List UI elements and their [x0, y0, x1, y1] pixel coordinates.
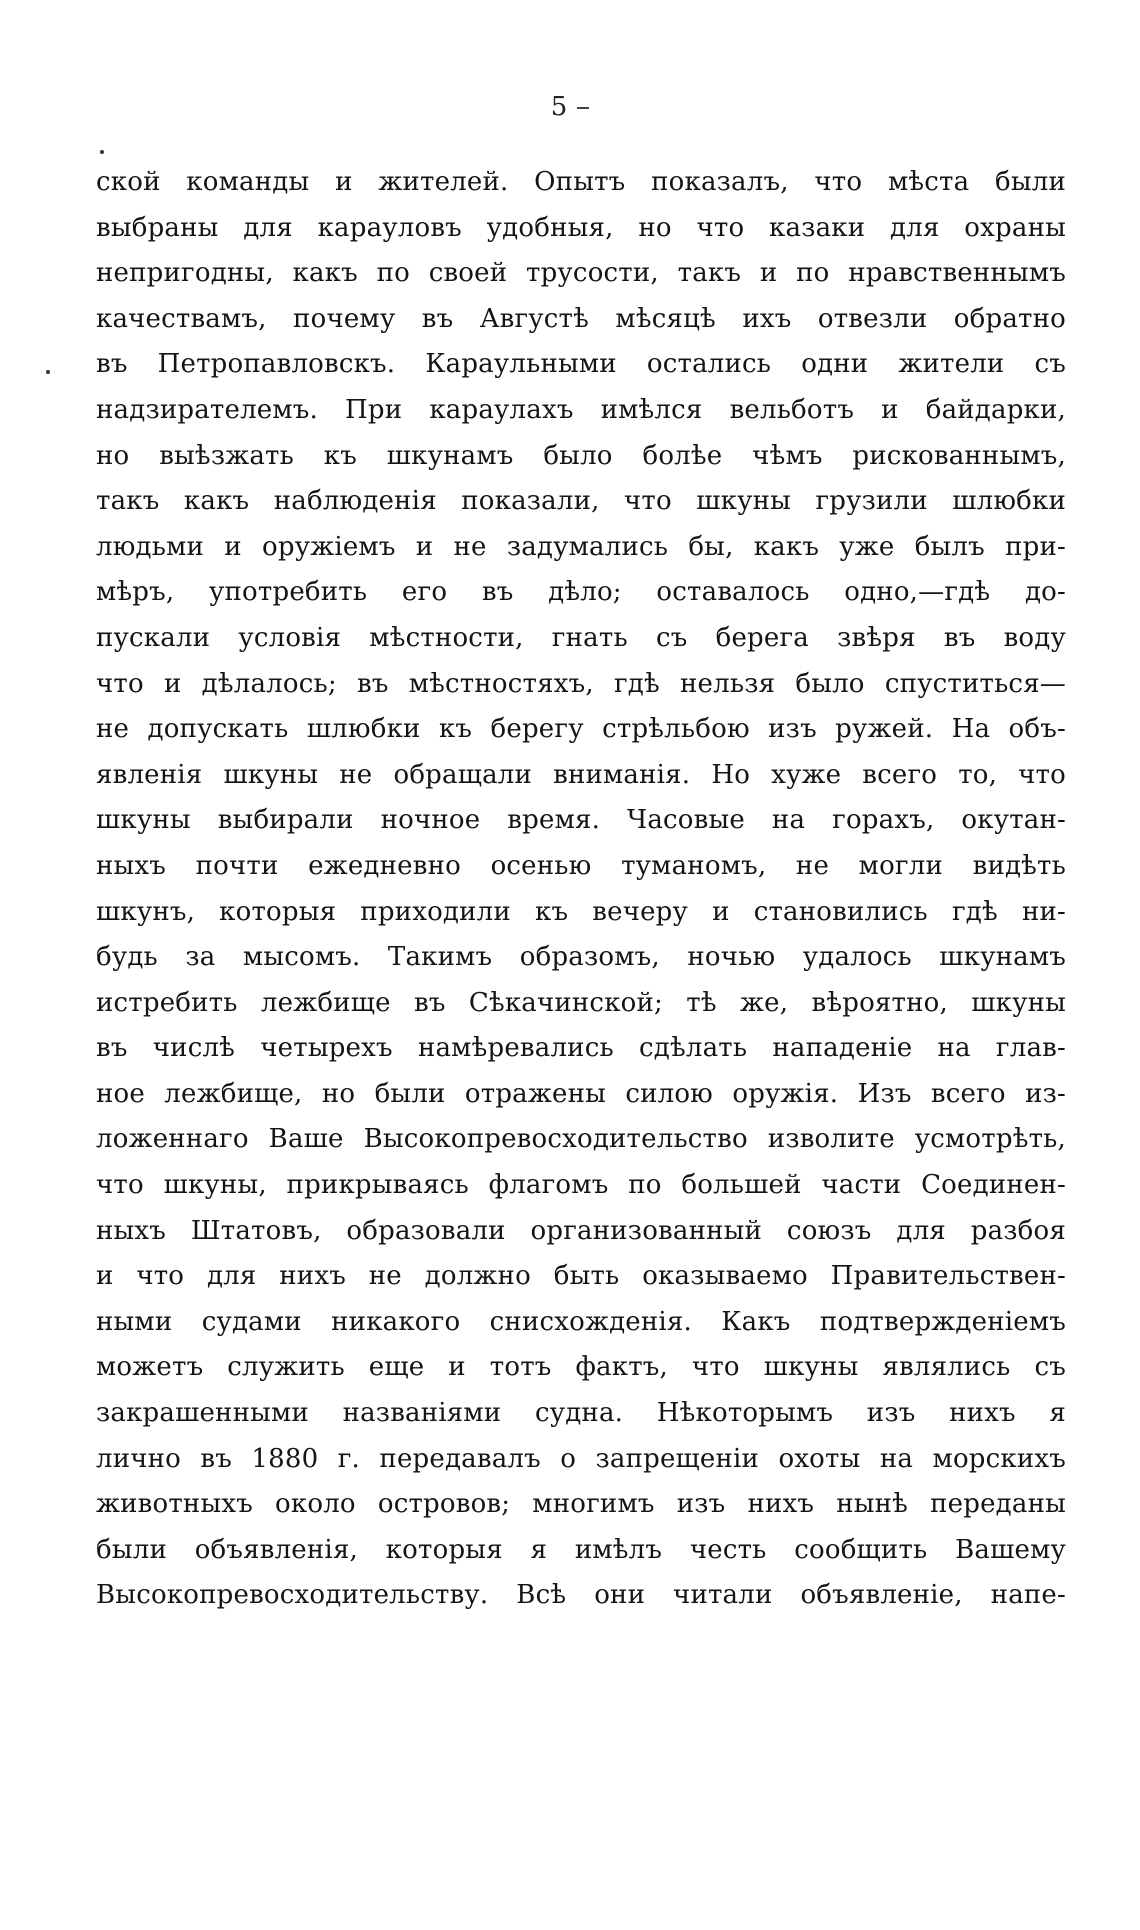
text-line: что шкуны, прикрываясь флагомъ по большей части Соединен- — [96, 1170, 1066, 1201]
print-speck — [46, 370, 50, 374]
text-line: были объявленія, которыя я имѣлъ честь сообщить Вашему — [96, 1534, 1066, 1565]
text-line: мѣръ, употребить его въ дѣло; оставалось одно,—гдѣ до- — [96, 577, 1066, 608]
text-line: закрашенными названіями судна. Нѣкоторымъ изъ нихъ я — [96, 1398, 1066, 1429]
text-line: непригодны, какъ по своей трусости, такъ и по нравственнымъ — [96, 258, 1066, 289]
text-line: пускали условія мѣстности, гнать съ берега звѣря въ воду — [96, 622, 1066, 653]
page-number-value: 5 — [550, 92, 568, 122]
page-number-dash — [577, 107, 589, 109]
text-line: ской команды и жителей. Опытъ показалъ, что мѣста были — [96, 167, 1066, 197]
text-line: выбраны для карауловъ удобныя, но что казаки для охраны — [96, 212, 1066, 243]
text-line: ложеннаго Ваше Высокопревосходительство изволите усмотрѣть, — [96, 1124, 1066, 1155]
text-line: ныхъ почти ежедневно осенью туманомъ, не могли видѣть — [96, 850, 1066, 881]
text-line: такъ какъ наблюденія показали, что шкуны грузили шлюбки — [96, 486, 1066, 517]
text-line: животныхъ около островов; многимъ изъ нихъ нынѣ переданы — [96, 1489, 1066, 1520]
text-line: ныхъ Штатовъ, образовали организованный союзъ для разбоя — [96, 1215, 1066, 1246]
text-line: но выѣзжать къ шкунамъ было болѣе чѣмъ рискованнымъ, — [96, 440, 1066, 471]
text-line: ными судами никакого снисхожденія. Какъ подтвержденіемъ — [96, 1306, 1066, 1337]
text-line: въ числѣ четырехъ намѣревались сдѣлать нападеніе на глав- — [96, 1033, 1066, 1064]
text-line: въ Петропавловскъ. Караульными остались одни жители съ — [96, 349, 1066, 380]
text-line: шкуны выбирали ночное время. Часовые на горахъ, окутан- — [96, 805, 1066, 836]
text-line: людьми и оружіемъ и не задумались бы, какъ уже былъ при- — [96, 531, 1066, 562]
print-speck — [100, 150, 104, 154]
text-line: можетъ служить еще и тотъ фактъ, что шкуны являлись съ — [96, 1352, 1066, 1383]
text-line: лично въ 1880 г. передавалъ о запрещеніи охоты на морскихъ — [96, 1443, 1066, 1474]
text-line: не допускать шлюбки къ берегу стрѣльбою изъ ружей. На объ- — [96, 714, 1066, 745]
text-line: шкунъ, которыя приходили къ вечеру и становились гдѣ ни- — [96, 896, 1066, 927]
text-line: будь за мысомъ. Такимъ образомъ, ночью удалось шкунамъ — [96, 942, 1066, 973]
text-line: надзирателемъ. При караулахъ имѣлся вельботъ и байдарки, — [96, 394, 1066, 425]
body-text — [96, 160, 1066, 1619]
text-line: явленія шкуны не обращали вниманія. Но хуже всего то, что — [96, 759, 1066, 790]
text-line: качествамъ, почему въ Августѣ мѣсяцѣ ихъ отвезли обратно — [96, 303, 1066, 334]
text-line: Высокопревосходительству. Всѣ они читали объявленіе, напе- — [96, 1580, 1066, 1611]
text-line: истребить лежбище въ Сѣкачинской; тѣ же, вѣроятно, шкуны — [96, 987, 1066, 1018]
text-line: ное лежбище, но были отражены силою оружія. Изъ всего из- — [96, 1078, 1066, 1109]
text-line: что и дѣлалось; въ мѣстностяхъ, гдѣ нельзя было спуститься— — [96, 668, 1066, 699]
page-number — [0, 92, 1140, 122]
text-line: и что для нихъ не должно быть оказываемо Правительствен- — [96, 1261, 1066, 1292]
